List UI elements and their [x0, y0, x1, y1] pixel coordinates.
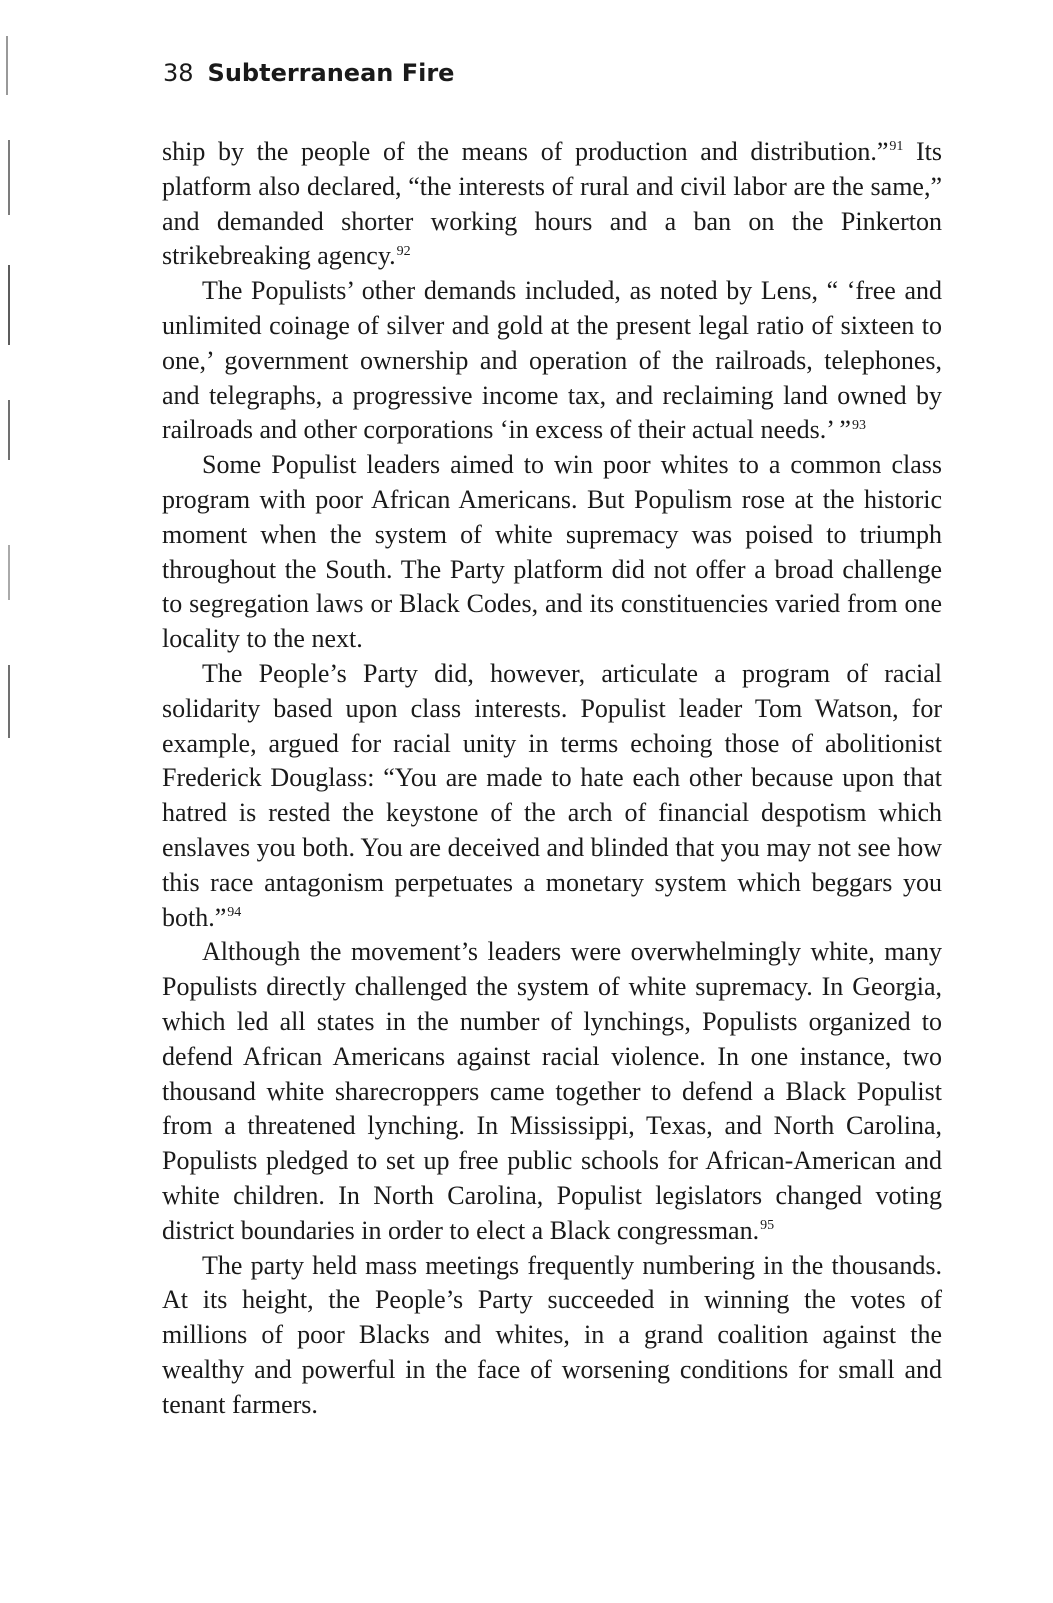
paragraph-2	[162, 274, 942, 448]
paragraph-1	[162, 135, 942, 274]
paragraph-text: The party held mass meetings frequently numbering in the thousands. At its height, the People’s Party succeeded in winning the votes of millions of poor Blacks and whites, in a grand coalition against the wealthy and powerful in the face of worsening conditions for small and tenant farmers.	[162, 1250, 942, 1419]
footnote-marker: 91	[889, 139, 904, 155]
page-number: 38	[163, 59, 194, 87]
running-header	[163, 57, 454, 89]
footnote-marker: 92	[396, 243, 411, 259]
paragraph-text: Its platform also declared, “the interests of rural and civil labor are the same,” and demanded shorter working hours and a ban on the Pinkerton strikebreaking agency.	[162, 137, 943, 271]
paragraph-text: The People’s Party did, however, articulate a program of racial solidarity based upon class interests. Populist leader Tom Watson, for example, argued for racial unity in terms echoing those of abolitionist Frederick Douglass: “You are made to hate each other because upon that hatred is rested the keystone of the arch of financial despotism which enslaves you both. You are deceived and blinded that you may not see how this race antagonism perpetuates a monetary system which beggars you both.”	[162, 658, 942, 932]
paragraph-text: ship by the people of the means of production and distribution.”	[162, 137, 889, 166]
paragraph-text: Although the movement’s leaders were overwhelmingly white, many Populists directly challenged the system of white supremacy. In Georgia, which led all states in the number of lynchings, Populists organized to defend African Americans against racial violence. In one instance, two thousand white sharecroppers came together to defend a Black Populist from a threatened lynching. In Mississippi, Texas, and North Carolina, Populists pledged to set up free public schools for African-American and white children. In North Carolina, Populist legislators changed voting district boundaries in order to elect a Black congressman.	[162, 937, 942, 1245]
footnote-marker: 94	[227, 904, 242, 920]
paragraph-4	[162, 657, 942, 935]
scan-edge-marks	[0, 0, 20, 760]
paragraph-text: Some Populist leaders aimed to win poor whites to a common class program with poor African Americans. But Populism rose at the historic moment when the system of white supremacy was poised to triumph throughout the South. The Party platform did not offer a broad challenge to segregation laws or Black Codes, and its constituencies varied from one locality to the next.	[162, 450, 942, 654]
paragraph-6	[162, 1249, 942, 1423]
book-title: Subterranean Fire	[207, 59, 455, 87]
footnote-marker: 95	[760, 1218, 775, 1234]
paragraph-5	[162, 935, 942, 1248]
body-text	[162, 135, 942, 1422]
paragraph-3	[162, 448, 942, 657]
paragraph-text: The Populists’ other demands included, as noted by Lens, “ ‘free and unlimited coinage of silver and gold at the present legal ratio of sixteen to one,’ government ownership and operation of the railroads, telephones, and telegraphs, a progressive income tax, and reclaiming land owned by railroads and other corporations ‘in excess of their actual needs.’ ”	[162, 276, 942, 445]
footnote-marker: 93	[851, 417, 866, 433]
